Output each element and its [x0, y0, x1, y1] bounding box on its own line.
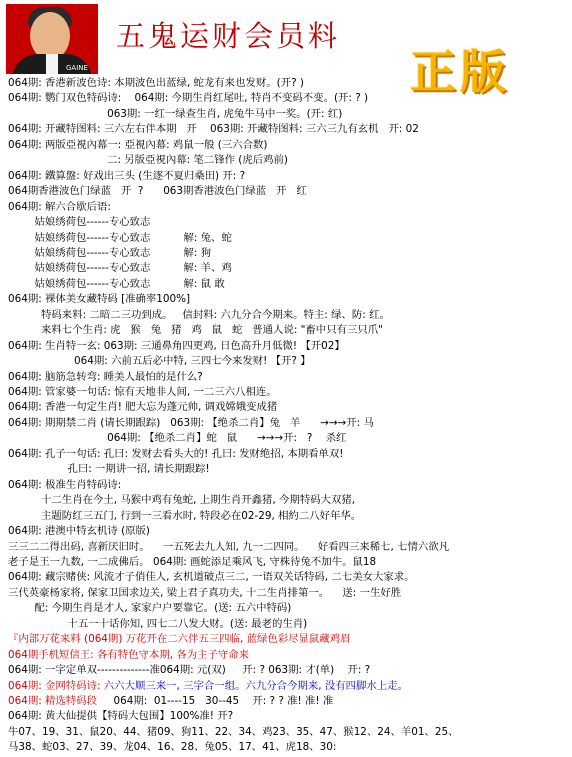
text-line	[8, 694, 333, 708]
text-line: 064期: 极准生肖特码诗:	[8, 478, 122, 491]
text-line: 姑娘绣荷包------专心致志 解: 羊、鸡	[8, 262, 232, 275]
text-line: 姑娘绣荷包------专心致志 解: 鼠 敢	[8, 277, 225, 290]
text-line: 064期: 一字定单双--------------准064期: 元(双) 开: ? 063期: 才(单) 开: ?	[8, 664, 371, 677]
line-label: 064期: 精选特码段	[8, 695, 97, 707]
text-line: 063期: 一红一绿查生肖, 虎兔牛马中一奖。(开: 红)	[8, 107, 343, 120]
text-line: 064期: 脑筋急转弯: 睡美人最怕的是什么?	[8, 370, 203, 383]
text-line: 十二生肖在今土, 马猴中鸡有兔蛇, 上期生肖开鑫猪, 今期特码大双猪,	[8, 494, 356, 507]
text-line: 064期: 【绝杀二肖】蛇 鼠 →→→开: ? 杀红	[8, 432, 347, 445]
text-line: 064期: 鹦门双色特码诗: 064期: 今期生肖红尾吐, 特肖不变码不变。(开: ? )	[8, 92, 369, 105]
text-line: 064期: 港澳中特玄机诗 (原版)	[8, 525, 150, 538]
text-line: 064期: 两版亞視內幕一: 亞視內幕: 鸡鼠一般 (三六合数)	[8, 138, 268, 151]
text-line: 马38、蛇03、27、39、龙04、16、28、兔05、17、41、虎18、30:	[8, 741, 337, 754]
text-line: 牛07、19、31、鼠20、44、猪09、狗11、22、34、鸡23、35、47、猴12、24、羊01、25、	[8, 725, 459, 738]
text-line: 064期: 裸体美女藏特码 [准确率100%]	[8, 293, 191, 306]
text-line: 配: 今期生肖是才人, 家家户户要靠它。(送: 五六中特码)	[8, 602, 292, 615]
text-line: 二: 另版亞視內幕: 笔二锋作 (虎后鸡前)	[8, 154, 288, 167]
line-body: 六六大顺三来一, 三字合一组。六九分合今期来, 没有四脚水上走。	[103, 679, 408, 692]
text-line: 孔曰: 一期讲一招, 请长期跟踪!	[8, 463, 210, 476]
text-line: 064期手机短信王: 各有特色守本期, 各为主子守命来	[8, 648, 250, 661]
text-line: 064期: 解六合歇后语:	[8, 200, 111, 213]
text-line: 『内部万花来料 (064期) 万花开在二六伴五三四临, 蓝绿色彩尽显鼠藏鸡眉	[8, 633, 351, 646]
line-label: 064期: 金网特码诗:	[8, 679, 104, 692]
text-line: 主题防红三五门, 行到一三看水时, 特段必在02-29, 相約二八好年华。	[8, 509, 362, 522]
text-line: 姑娘绣荷包------专心致志	[8, 216, 151, 229]
text-line: 三代英豪杨家将, 保家卫国求边关, 梁上君子真功夫, 十二生肖排第一。 送: 一生好胜	[8, 586, 402, 599]
text-line: 064期: 管家婆一句话: 惊有天地非人间, 一二三六八相连。	[8, 386, 277, 398]
text-line: 064期: 鐵算盤: 好戏出三头 (生逐不夏归桑田) 开: ?	[8, 169, 246, 182]
text-line: 姑娘绣荷包------专心致志 解: 兔、蛇	[8, 231, 232, 244]
text-line: 来料七个生肖: 虎 猴 兔 猪 鸡 鼠 蛇 普通人说: "畜中只有三只爪"	[8, 324, 383, 337]
line-body: 064期: 01----15 30--45 开: ? ? 准! 准! 准	[96, 695, 334, 707]
genuine-stamp: 正版	[410, 45, 510, 99]
text-line: 064期: 生肖特一玄: 063期: 三通鼻角四更鸡, 日色高升月低微! 【开02】	[8, 339, 345, 352]
text-line: 十五一十话你知, 四七二八发大财。(送: 最老的生肖)	[8, 617, 308, 630]
text-line: 064期: 黄大仙提供【特码大包围】100%准! 开?	[8, 710, 234, 723]
text-line: 姑娘绣荷包------专心致志 解: 狗	[8, 246, 212, 259]
text-line: 064期: 孔子一句话: 孔曰: 发财去看头大的! 孔曰: 发财绝招, 本期看单双!	[8, 447, 344, 460]
text-line: 三三二二得出码, 喜新厌旧时。 一五死去九人知, 九一二四同。 好看四三来稀七, 七情六欲凡	[8, 540, 450, 553]
text-line: 老子是王一九数, 一二成佛后。 064期: 画蛇添足乘风飞, 守株待兔不加牛。鼠18	[8, 555, 377, 568]
text-line	[8, 679, 408, 693]
text-line: 064期: 期期禁二肖 (请长期跟踪) 063期: 【绝杀二肖】兔 羊 →→→开: 马	[8, 416, 374, 429]
page-title: 五鬼运财会员料	[116, 19, 341, 53]
text-line: 064期: 藏宗赌侠: 风流才子俏佳人, 玄机道破点三二, 一语双关话特码, 二七美女大家求。	[8, 571, 415, 584]
text-line: 特码来料: 二暗二三功到成。 信封料: 六九分合今期来。特主: 绿、防: 红。	[8, 308, 390, 321]
text-line: 064期: 六前五后必中特, 三四七今来发财! 【开? 】	[8, 355, 311, 368]
text-line: 064期香港波色门绿蓝 开 ? 063期香港波色门绿蓝 开 红	[8, 185, 307, 198]
text-line: 064期: 香港一句定生肖! 肥大忘为蓬元帅, 调戏嫦娥变成猪	[8, 401, 278, 414]
text-line: 064期: 开藏特图料: 三六左右伴本期 开 063期: 开藏特图料: 三六三九有玄机 开: 02	[8, 123, 419, 136]
photo-caption: GAINE	[66, 64, 88, 72]
text-line: 064期: 香港新波色诗: 本期波色出蓝绿, 蛇龙有来也发财。(开? )	[8, 77, 304, 89]
